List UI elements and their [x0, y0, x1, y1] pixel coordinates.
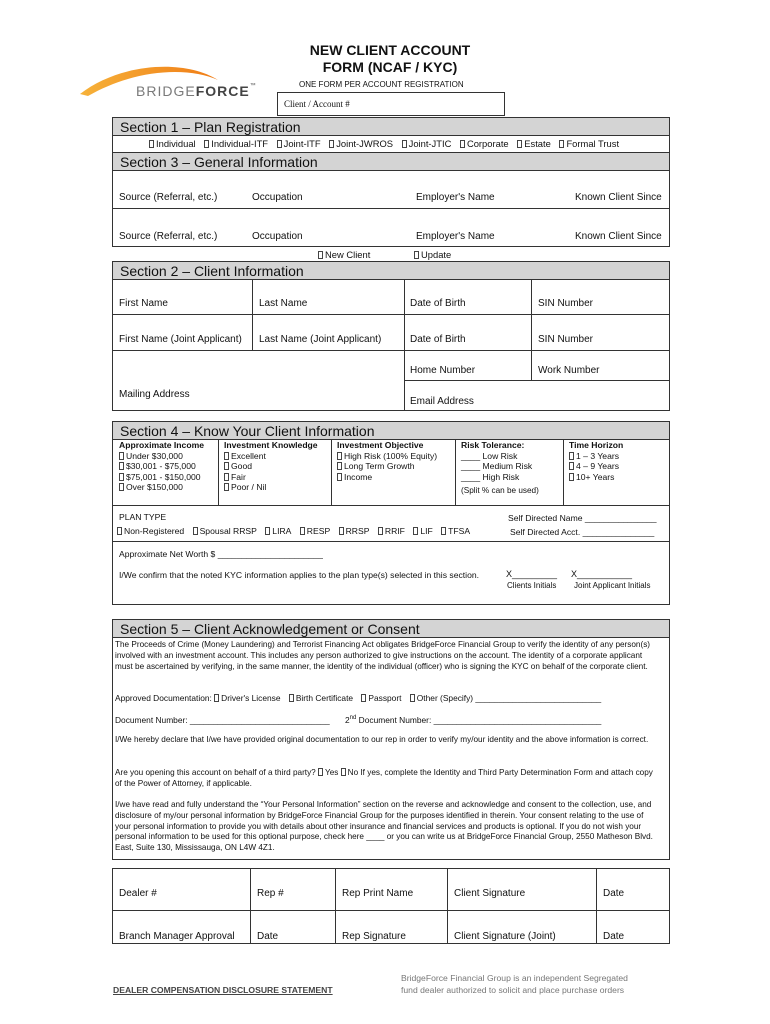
- approved-documentation: [115, 693, 607, 703]
- update-checkbox[interactable]: Update: [414, 249, 451, 260]
- home-number-field[interactable]: Home Number: [410, 365, 476, 376]
- checkbox-icon: [224, 462, 229, 470]
- checkbox-icon: [265, 527, 270, 535]
- horizon-option[interactable]: 4 – 9 Years: [569, 461, 623, 472]
- logo-text-bridge: BRIDGE: [136, 83, 196, 99]
- client-signature-field[interactable]: Client Signature: [454, 888, 526, 899]
- third-party-paragraph: Are you opening this account on behalf of a third party? Yes No If yes, complete the Identity and Third Party Determination Form and attach copy of the Power of Attorney, if applicable.: [115, 768, 653, 788]
- net-worth-field[interactable]: Approximate Net Worth $ ______________________: [119, 549, 323, 559]
- dob-joint-field[interactable]: Date of Birth: [410, 334, 466, 345]
- risk-column: [461, 440, 539, 497]
- checkbox-icon: [441, 527, 446, 535]
- checkbox-icon: [569, 462, 574, 470]
- plan-type-non-registered[interactable]: Non-Registered: [117, 526, 184, 536]
- risk-option[interactable]: ____ High Risk: [461, 471, 520, 482]
- checkbox-icon: [318, 251, 323, 259]
- plan-type-lira[interactable]: LIRA: [265, 526, 291, 536]
- form-title-line2: FORM (NCAF / KYC): [322, 59, 458, 75]
- checkbox-icon: [119, 462, 124, 470]
- joint-initials-line[interactable]: X___________: [571, 569, 633, 579]
- checkbox-icon: [339, 527, 344, 535]
- client-account-label: Client / Account #: [284, 99, 350, 109]
- logo-tm: ™: [249, 83, 257, 89]
- dob-field[interactable]: Date of Birth: [410, 298, 466, 309]
- rep-signature-field[interactable]: Rep Signature: [342, 931, 406, 942]
- self-directed-name-field[interactable]: Self Directed Name _______________: [508, 513, 657, 523]
- horizon-option[interactable]: 10+ Years: [569, 472, 623, 483]
- risk-option[interactable]: ____ Medium Risk: [461, 461, 533, 471]
- checkbox-icon: [117, 527, 122, 535]
- plan-type-options: [117, 526, 476, 536]
- date-field-3[interactable]: Date: [603, 931, 625, 942]
- checkbox-icon: [193, 527, 198, 535]
- doc-passport[interactable]: Passport: [361, 693, 401, 703]
- checkbox-icon: [119, 473, 124, 481]
- third-party-yes[interactable]: Yes: [318, 768, 338, 777]
- checkbox-icon: [214, 694, 219, 702]
- plan-type-tfsa[interactable]: TFSA: [441, 526, 470, 536]
- first-name-joint-field[interactable]: First Name (Joint Applicant): [119, 334, 242, 345]
- knowledge-heading: Investment Knowledge: [224, 440, 318, 450]
- checkbox-icon: [402, 140, 407, 148]
- sin-joint-field[interactable]: SIN Number: [538, 334, 594, 345]
- checkbox-icon: [361, 694, 366, 702]
- horizon-column: [569, 440, 623, 482]
- client-initials-label: Clients Initials: [507, 581, 557, 590]
- rep-number-field[interactable]: Rep #: [257, 888, 284, 899]
- logo-text-force: FORCE: [195, 83, 250, 99]
- checkbox-icon: [559, 140, 564, 148]
- date-field-2[interactable]: Date: [257, 931, 279, 942]
- checkbox-icon: [378, 527, 383, 535]
- self-directed-acct-field[interactable]: Self Directed Acct. _______________: [510, 527, 655, 537]
- income-option[interactable]: Over $150,000: [119, 482, 204, 493]
- client-initials-line[interactable]: X_________: [506, 569, 558, 579]
- checkbox-icon: [204, 140, 209, 148]
- form-title-line1: NEW CLIENT ACCOUNT: [309, 42, 471, 58]
- plan-reg-estate[interactable]: Estate: [517, 138, 551, 149]
- branch-manager-approval-field[interactable]: Branch Manager Approval: [119, 931, 235, 942]
- declaration-paragraph: I/We hereby declare that I/we have provided original documentation to our rep in order to verify my/our identity and the above information is correct.: [115, 735, 649, 744]
- objective-option[interactable]: High Risk (100% Equity): [337, 451, 437, 462]
- first-name-field[interactable]: First Name: [119, 298, 168, 309]
- plan-type-resp[interactable]: RESP: [300, 526, 330, 536]
- mailing-address-field[interactable]: Mailing Address: [119, 389, 190, 400]
- form-subtitle: ONE FORM PER ACCOUNT REGISTRATION: [299, 80, 464, 89]
- email-field[interactable]: Email Address: [410, 396, 474, 407]
- plan-reg-individual[interactable]: Individual: [149, 138, 196, 149]
- dealer-number-field[interactable]: Dealer #: [119, 888, 157, 899]
- checkbox-icon: [569, 473, 574, 481]
- client-signature-joint-field[interactable]: Client Signature (Joint): [454, 931, 556, 942]
- plan-type-spousal-rrsp[interactable]: Spousal RRSP: [193, 526, 257, 536]
- checkbox-icon: [414, 251, 419, 259]
- checkbox-icon: [149, 140, 154, 148]
- known-since-field-1[interactable]: Known Client Since: [575, 192, 662, 203]
- plan-reg-formal-trust[interactable]: Formal Trust: [559, 138, 619, 149]
- aml-paragraph: The Proceeds of Crime (Money Laundering) and Terrorist Financing Act obligates BridgeForce Financial Group to verify the identity of any person(s) involved with an investment account. This includes any person authorized to give instructions on the account. The identity of a corporate applicant must be ascertained by verifying, in the same manner, the identity of the individual (officer) who is signing the KYC on behalf of the corporate client.: [115, 640, 651, 671]
- source-field-2[interactable]: Source (Referral, etc.): [119, 231, 218, 242]
- checkbox-icon: [300, 527, 305, 535]
- checkbox-icon: [224, 473, 229, 481]
- section5-title: Section 5 – Client Acknowledgement or Consent: [112, 619, 670, 638]
- third-party-no[interactable]: No: [341, 768, 358, 777]
- objective-option[interactable]: Long Term Growth: [337, 461, 437, 472]
- occupation-field-1[interactable]: Occupation: [252, 192, 303, 203]
- checkbox-icon: [329, 140, 334, 148]
- income-option[interactable]: $75,001 - $150,000: [119, 472, 204, 483]
- knowledge-column: [224, 440, 318, 493]
- checkbox-icon: [517, 140, 522, 148]
- income-option[interactable]: $30,001 - $75,000: [119, 461, 204, 472]
- footer-note-line2: fund dealer authorized to solicit and place purchase orders: [401, 985, 625, 995]
- checkbox-icon: [410, 694, 415, 702]
- last-name-joint-field[interactable]: Last Name (Joint Applicant): [259, 334, 382, 345]
- knowledge-option[interactable]: Excellent: [224, 451, 318, 462]
- section3-title: Section 3 – General Information: [112, 152, 670, 171]
- risk-heading: Risk Tolerance:: [461, 440, 525, 450]
- doc-other[interactable]: Other (Specify) ___________________________: [410, 693, 601, 703]
- checkbox-icon: [318, 768, 323, 776]
- employer-field-2[interactable]: Employer's Name: [416, 231, 495, 242]
- checkbox-icon: [289, 694, 294, 702]
- checkbox-icon: [569, 452, 574, 460]
- client-account-field[interactable]: [277, 92, 505, 116]
- plan-reg-joint-jtic[interactable]: Joint-JTIC: [402, 138, 452, 149]
- checkbox-icon: [337, 462, 342, 470]
- plan-reg-corporate[interactable]: Corporate: [460, 138, 509, 149]
- footer-note-line1: BridgeForce Financial Group is an independent Segregated: [401, 973, 628, 983]
- joint-initials-label: Joint Applicant Initials: [574, 581, 651, 590]
- logo: [78, 60, 257, 102]
- occupation-field-2[interactable]: Occupation: [252, 231, 303, 242]
- income-column: [119, 440, 204, 493]
- knowledge-option[interactable]: Fair: [224, 472, 318, 483]
- approved-doc-label: Approved Documentation:: [115, 693, 212, 703]
- objective-option[interactable]: Income: [337, 472, 437, 483]
- income-heading: Approximate Income: [119, 440, 205, 450]
- plan-type-rrif[interactable]: RRIF: [378, 526, 405, 536]
- plan-reg-joint-jwros[interactable]: Joint-JWROS: [329, 138, 393, 149]
- objective-column: [337, 440, 437, 482]
- known-since-field-2[interactable]: Known Client Since: [575, 231, 662, 242]
- source-field-1[interactable]: Source (Referral, etc.): [119, 192, 218, 203]
- checkbox-icon: [224, 452, 229, 460]
- work-number-field[interactable]: Work Number: [538, 365, 600, 376]
- last-name-field[interactable]: Last Name: [259, 298, 308, 309]
- checkbox-icon: [119, 452, 124, 460]
- sin-field[interactable]: SIN Number: [538, 298, 594, 309]
- risk-option[interactable]: ____ Low Risk: [461, 450, 518, 461]
- form-title: [260, 42, 520, 76]
- checkbox-icon: [224, 483, 229, 491]
- checkbox-icon: [460, 140, 465, 148]
- knowledge-option[interactable]: Good: [224, 461, 318, 472]
- section1-options: [112, 136, 670, 153]
- checkbox-icon: [119, 483, 124, 491]
- kyc-confirm-text: I/We confirm that the noted KYC information applies to the plan type(s) selected in this section.: [119, 570, 480, 580]
- rep-print-name-field[interactable]: Rep Print Name: [342, 888, 414, 899]
- doc-drivers-license[interactable]: Driver's License: [214, 693, 280, 703]
- date-field-1[interactable]: Date: [603, 888, 625, 899]
- section1-title: Section 1 – Plan Registration: [112, 117, 670, 136]
- knowledge-option[interactable]: Poor / Nil: [224, 482, 318, 493]
- new-client-checkbox[interactable]: New Client: [318, 249, 370, 260]
- section2-title: Section 2 – Client Information: [112, 261, 670, 280]
- privacy-consent-paragraph: I/we have read and fully understand the “Your Personal Information” section on the reverse and acknowledge and consent to the collection, use, and disclosure of my/our personal information by BridgeForce Financial Group for the purposes identified in therein. Your consent relating to the use of your personal information to provide you with details about other insurance and financial services and products is optional. If you do not wish your personal information to be used for this optional purpose, check here ____ or you can write us at BridgeForce Financial Group, 2550 Matheson Blvd. East, Suite 130, Mississauga, ON L4W 4Z1.: [115, 800, 653, 853]
- employer-field-1[interactable]: Employer's Name: [416, 192, 495, 203]
- plan-reg-individual-itf[interactable]: Individual-ITF: [204, 138, 268, 149]
- plan-type-rrsp[interactable]: RRSP: [339, 526, 370, 536]
- document-number-field[interactable]: Document Number: ______________________________: [115, 715, 330, 725]
- doc-birth-certificate[interactable]: Birth Certificate: [289, 693, 353, 703]
- section4-title: Section 4 – Know Your Client Information: [112, 421, 670, 440]
- horizon-heading: Time Horizon: [569, 440, 624, 450]
- horizon-option[interactable]: 1 – 3 Years: [569, 451, 623, 462]
- second-document-number-field[interactable]: 2nd Document Number: ____________________________________: [345, 715, 602, 725]
- objective-heading: Investment Objective: [337, 440, 424, 450]
- checkbox-icon: [277, 140, 282, 148]
- dealer-compensation-disclosure: DEALER COMPENSATION DISCLOSURE STATEMENT: [113, 985, 333, 995]
- plan-reg-joint-itf[interactable]: Joint-ITF: [277, 138, 321, 149]
- checkbox-icon: [337, 473, 342, 481]
- checkbox-icon: [337, 452, 342, 460]
- checkbox-icon: [413, 527, 418, 535]
- checkbox-icon: [341, 768, 346, 776]
- risk-note: (Split % can be used): [461, 486, 539, 495]
- plan-type-label: PLAN TYPE: [119, 512, 167, 522]
- income-option[interactable]: Under $30,000: [119, 451, 204, 462]
- plan-type-lif[interactable]: LIF: [413, 526, 432, 536]
